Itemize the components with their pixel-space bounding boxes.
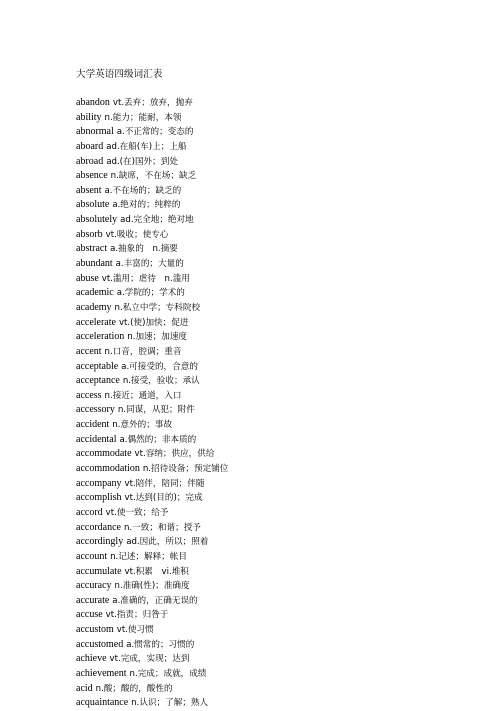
- vocab-definition: vt.容纳；供应，供给: [134, 449, 215, 460]
- vocab-entry: [76, 360, 228, 375]
- vocab-entry: [76, 389, 228, 404]
- vocab-definition: vt.使一致；给予: [105, 507, 169, 518]
- vocab-entry: [76, 477, 228, 492]
- vocab-entry: [76, 506, 228, 521]
- vocab-word: acceptable: [76, 360, 119, 372]
- vocab-definition: vt.达到(目的)；完成: [124, 493, 203, 504]
- vocab-definition: ad.(在)国外；到处: [106, 156, 178, 167]
- vocab-definition: vt.(使)加快；促进: [118, 317, 189, 328]
- vocab-definition: vt.丢弃；放弃，抛弃: [112, 98, 193, 108]
- vocab-entry: [76, 125, 228, 140]
- vocab-definition: n.意外的；事故: [112, 420, 173, 431]
- vocab-definition: n.酸；酸的，酸性的: [95, 683, 173, 694]
- vocab-word: abnormal: [76, 126, 114, 138]
- vocab-word: accurate: [76, 594, 110, 606]
- vocab-entry: [76, 330, 228, 345]
- vocab-word: academy: [76, 301, 112, 313]
- vocab-word: accord: [76, 506, 103, 518]
- vocab-entry: [76, 462, 228, 477]
- vocab-definition: n.记述；解释；帐目: [110, 551, 188, 562]
- vocab-entry: [76, 272, 228, 287]
- vocab-word: accomplish: [76, 492, 122, 504]
- vocab-entry: [76, 257, 228, 272]
- vocab-word: accustomed: [76, 638, 124, 650]
- vocab-definition: vt.滥用；虐待 n.滥用: [101, 273, 190, 284]
- vocab-entry: [76, 638, 228, 653]
- vocab-word: absence: [76, 170, 108, 182]
- vocab-word: accidental: [76, 433, 117, 445]
- vocab-entry: [76, 579, 228, 594]
- vocab-word: acceleration: [76, 331, 125, 343]
- vocab-definition: a.准确的，正确无误的: [112, 595, 198, 606]
- vocab-definition: a.偶然的；非本质的: [119, 434, 197, 445]
- vocab-definition: vt.使习惯: [116, 625, 154, 636]
- vocab-entry: [76, 521, 228, 536]
- vocab-word: acquaintance: [76, 697, 129, 709]
- vocab-word: aboard: [76, 140, 104, 152]
- vocab-word: accessory: [76, 404, 115, 416]
- vocab-word: accommodation: [76, 463, 140, 475]
- vocab-word: academic: [76, 287, 114, 299]
- vocab-word: access: [76, 389, 102, 401]
- vocab-definition: a.不正常的；变态的: [116, 127, 194, 138]
- vocab-entry: [76, 228, 228, 243]
- vocab-word: absolute: [76, 199, 110, 211]
- vocab-entry: [76, 608, 228, 623]
- vocab-entry: [76, 286, 228, 301]
- vocab-entry: [76, 316, 228, 331]
- vocab-word: accelerate: [76, 316, 116, 328]
- vocab-definition: n.同谋，从犯；附件: [117, 405, 195, 416]
- vocab-word: abuse: [76, 272, 99, 284]
- vocab-definition: n.接近；通道，入口: [104, 390, 182, 401]
- vocab-definition: a.可接受的，合意的: [121, 361, 198, 372]
- vocab-entry: [76, 696, 228, 711]
- vocab-entry: [76, 140, 228, 155]
- vocab-word: abroad: [76, 155, 104, 167]
- vocab-entry: [76, 491, 228, 506]
- vocab-entry: [76, 403, 228, 418]
- vocab-definition: a.抽象的 n.摘要: [110, 244, 178, 255]
- vocab-definition: vt.陪伴，陪同；伴随: [124, 478, 205, 489]
- vocab-definition: n.口音，腔调；重音: [104, 346, 182, 357]
- vocab-entry: [76, 374, 228, 389]
- vocab-word: absent: [76, 184, 102, 196]
- vocab-word: accumulate: [76, 565, 122, 577]
- vocab-definition: n.完成；成就，成绩: [129, 668, 207, 679]
- vocab-definition: vt.吸收；使专心: [105, 229, 169, 240]
- vocab-definition: n.缺席，不在场；缺乏: [110, 171, 197, 182]
- vocab-word: accompany: [76, 477, 122, 489]
- vocab-word: accuse: [76, 609, 103, 621]
- vocab-word: abstract: [76, 243, 108, 255]
- vocab-word: accommodate: [76, 448, 132, 460]
- vocab-word: acceptance: [76, 375, 120, 387]
- vocab-word: abandon: [76, 97, 110, 108]
- vocab-word: achieve: [76, 653, 107, 665]
- vocab-entry: [76, 242, 228, 257]
- vocab-definition: n.招待设备；预定铺位: [142, 464, 229, 475]
- vocab-word: accuracy: [76, 580, 112, 592]
- vocab-entry: [76, 155, 228, 170]
- vocab-word: abundant: [76, 258, 113, 270]
- vocab-entry: [76, 652, 228, 667]
- vocab-entry: [76, 667, 228, 682]
- vocab-definition: ad.在船(车)上；上船: [106, 141, 187, 152]
- vocab-entry: [76, 169, 228, 184]
- vocab-entry: [76, 345, 228, 360]
- vocab-definition: n.一致；和谐；授予: [123, 522, 201, 533]
- vocab-word: ability: [76, 111, 102, 123]
- vocab-definition: a.不在场的；缺乏的: [104, 185, 182, 196]
- vocab-word: accordance: [76, 521, 121, 533]
- vocab-definition: a.绝对的；纯粹的: [112, 200, 181, 211]
- vocab-entry: [76, 198, 228, 213]
- vocab-definition: n.认识；了解；熟人: [131, 698, 209, 709]
- vocab-word: accustom: [76, 624, 114, 636]
- vocab-definition: a.丰富的；大量的: [115, 259, 184, 270]
- vocab-definition: ad.完全地；绝对地: [120, 215, 194, 226]
- vocab-entry: [76, 213, 228, 228]
- vocab-definition: vt.指责；归咎于: [105, 610, 169, 621]
- vocab-word: absolutely: [76, 214, 118, 226]
- vocab-entry: [76, 565, 228, 580]
- document-title: 大学英语四级词汇表: [76, 69, 163, 80]
- vocab-word: acid: [76, 682, 93, 694]
- vocab-definition: n.能力；能耐，本领: [104, 112, 182, 123]
- vocab-definition: vt.完成，实现；达到: [109, 654, 190, 665]
- vocab-definition: ad.因此，所以；照着: [126, 537, 209, 548]
- vocab-definition: n.加速；加速度: [127, 332, 188, 343]
- vocab-definition: n.准确(性)；准确度: [114, 581, 190, 592]
- vocab-entry: [76, 594, 228, 609]
- vocab-word: accent: [76, 345, 102, 357]
- vocab-definition: vt.积累 vi.堆积: [124, 566, 189, 577]
- vocab-definition: a.惯常的；习惯的: [126, 639, 195, 650]
- vocab-definition: n.接受，验收；承认: [122, 376, 200, 387]
- vocab-entry: [76, 623, 228, 638]
- vocab-entry: [76, 433, 228, 448]
- vocab-definition: n.私立中学；专科院校: [114, 302, 201, 313]
- vocab-entry: [76, 550, 228, 565]
- vocab-entry: [76, 535, 228, 550]
- vocab-entry: [76, 447, 228, 462]
- vocabulary-list: [76, 96, 228, 711]
- vocab-entry: [76, 111, 228, 126]
- vocab-entry: [76, 682, 228, 697]
- vocab-word: absorb: [76, 228, 103, 240]
- vocab-entry: [76, 184, 228, 199]
- vocab-entry: [76, 96, 228, 111]
- vocab-word: accordingly: [76, 536, 124, 548]
- vocab-word: achievement: [76, 667, 127, 679]
- vocab-definition: a.学院的；学术的: [116, 288, 185, 299]
- vocab-entry: [76, 418, 228, 433]
- vocab-word: account: [76, 550, 108, 562]
- vocab-entry: [76, 301, 228, 316]
- vocab-word: accident: [76, 419, 110, 431]
